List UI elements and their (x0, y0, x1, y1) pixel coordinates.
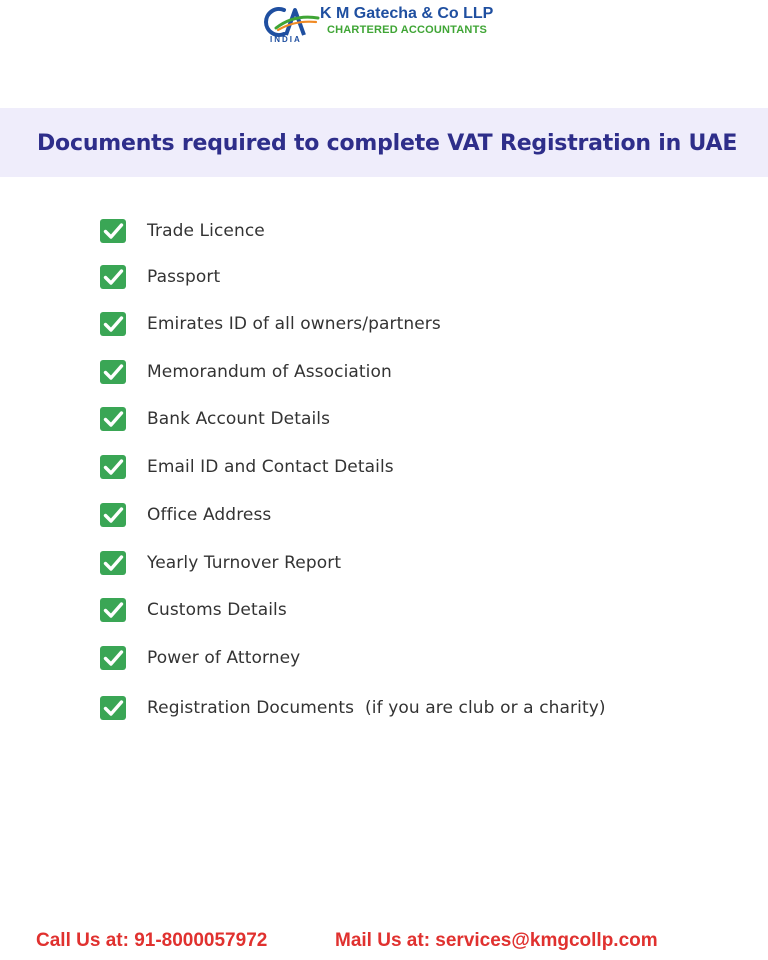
checkbox-checked-icon (100, 503, 126, 527)
checkbox-checked-icon (100, 598, 126, 622)
list-item-label: Memorandum of Association (147, 362, 392, 382)
list-item (100, 406, 330, 432)
logo-country: INDIA (270, 35, 302, 44)
phone-contact: Call Us at: 91-8000057972 (36, 930, 268, 951)
list-item-label: Passport (147, 267, 221, 287)
list-item (100, 264, 220, 290)
email-contact: Mail Us at: services@kmgcollp.com (335, 930, 658, 951)
list-item (100, 311, 441, 337)
checkbox-checked-icon (100, 312, 126, 336)
list-item-label: Trade Licence (147, 221, 265, 241)
checkbox-checked-icon (100, 360, 126, 384)
checkbox-checked-icon (100, 696, 126, 720)
list-item (100, 550, 341, 576)
checkbox-checked-icon (100, 455, 126, 479)
list-item-label: Email ID and Contact Details (147, 457, 394, 477)
checkbox-checked-icon (100, 551, 126, 575)
list-item (100, 695, 606, 721)
list-item-label: Office Address (147, 505, 272, 525)
checkbox-checked-icon (100, 646, 126, 670)
list-item (100, 359, 392, 385)
list-item-label: Registration Documents (if you are club or a charity) (147, 698, 606, 718)
list-item-label: Yearly Turnover Report (147, 553, 342, 573)
firm-name: K M Gatecha & Co LLP (320, 5, 494, 22)
list-item (100, 597, 287, 623)
list-item-label: Emirates ID of all owners/partners (147, 314, 441, 334)
list-item (100, 218, 265, 244)
list-item (100, 454, 394, 480)
checkbox-checked-icon (100, 407, 126, 431)
list-item-label: Customs Details (147, 600, 287, 620)
checkbox-checked-icon (100, 219, 126, 243)
list-item-label: Power of Attorney (147, 648, 301, 668)
list-item (100, 645, 300, 671)
contact-footer (0, 925, 768, 955)
list-item (100, 502, 271, 528)
page-title: Documents required to complete VAT Registration in UAE (37, 131, 738, 156)
checkbox-checked-icon (100, 265, 126, 289)
list-item-label: Bank Account Details (147, 409, 331, 429)
firm-tagline: CHARTERED ACCOUNTANTS (327, 24, 488, 36)
